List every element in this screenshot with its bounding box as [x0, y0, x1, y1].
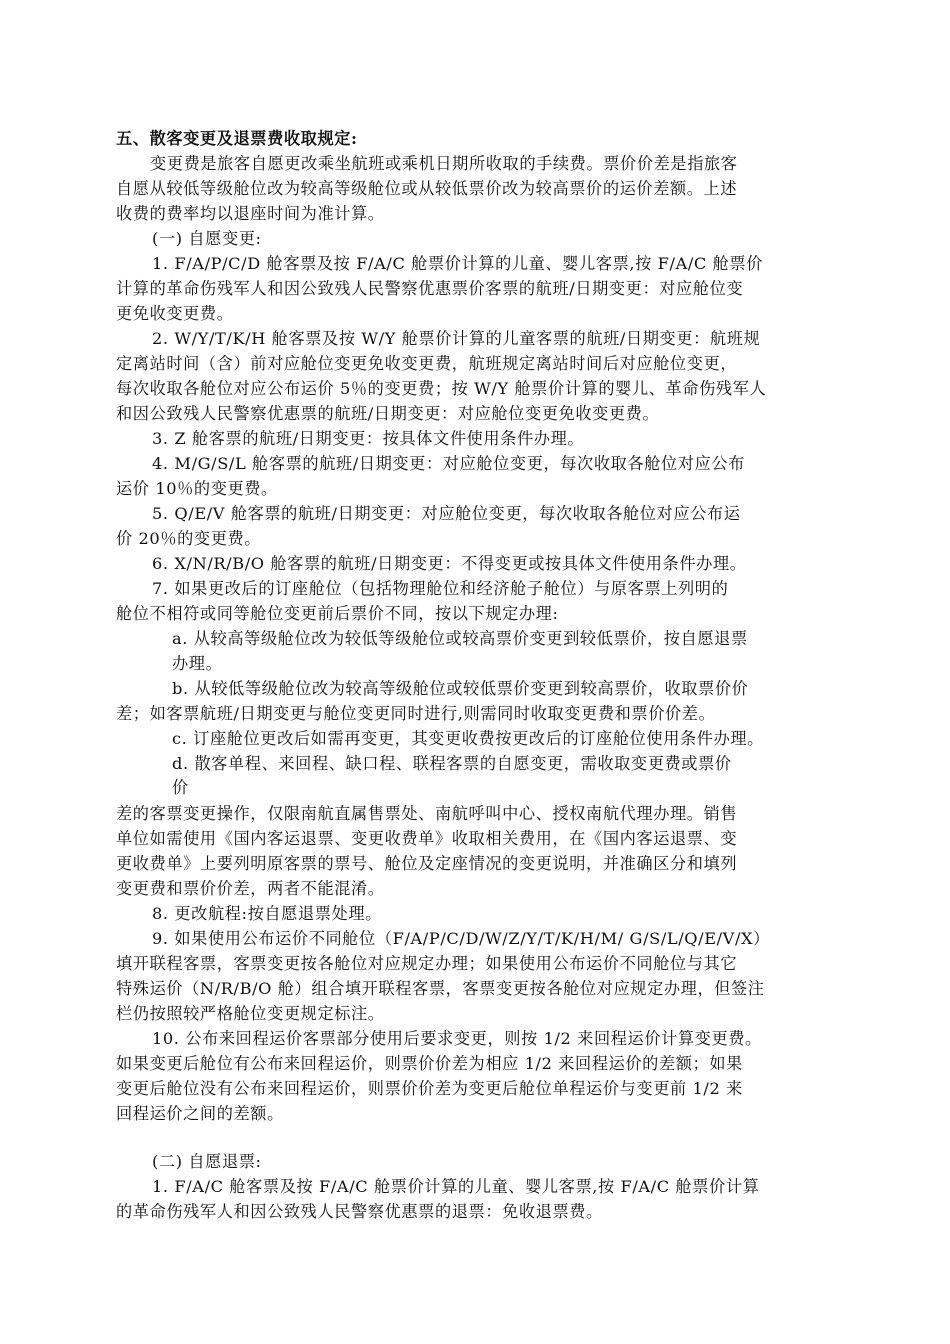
- text-line: 舱位不相符或同等舱位变更前后票价不同，按以下规定办理:: [116, 604, 559, 623]
- list-item: 1. F/A/P/C/D 舱客票及按 F/A/C 舱票价计算的儿童、婴儿客票,按 F/A/C 舱票价: [152, 254, 764, 273]
- list-item: 5. Q/E/V 舱客票的航班/日期变更：对应舱位变更，每次收取各舱位对应公布运: [152, 504, 741, 523]
- list-item: 8. 更改航程:按自愿退票处理。: [152, 904, 382, 923]
- text-line: 计算的革命伤残军人和因公致残人民警察优惠票价客票的航班/日期变更：对应舱位变: [116, 279, 744, 298]
- list-item: 9. 如果使用公布运价不同舱位（F/A/P/C/D/W/Z/Y/T/K/H/M/ G/S/L/Q/E/V/X）: [152, 929, 770, 948]
- text-line: 收费的费率均以退座时间为准计算。: [116, 204, 385, 223]
- sub-item: d. 散客单程、来回程、缺口程、联程客票的自愿变更，需收取变更费或票价: [172, 754, 732, 773]
- sub-item: a. 从较高等级舱位改为较低等级舱位或较高票价变更到较低票价，按自愿退票: [172, 629, 748, 648]
- subsection-heading: (二) 自愿退票:: [152, 1152, 262, 1171]
- text-line: 单位如需使用《国内客运退票、变更收费单》收取相关费用，在《国内客运退票、变: [116, 829, 738, 848]
- list-item: 1. F/A/C 舱客票及按 F/A/C 舱票价计算的儿童、婴儿客票,按 F/A/C 舱票价计算: [152, 1177, 760, 1196]
- section-title: 五、散客变更及退票费收取规定:: [116, 129, 358, 148]
- text-line: 如果变更后舱位有公布来回程运价，则票价价差为相应 1/2 来回程运价的差额；如果: [116, 1054, 743, 1073]
- text-line: 价: [172, 778, 189, 797]
- text-line: 栏仍按照较严格舱位变更规定标注。: [116, 1004, 385, 1023]
- text-line: 变更费是旅客自愿更改乘坐航班或乘机日期所收取的手续费。票价价差是指旅客: [150, 154, 738, 173]
- text-line: 更收费单》上要列明原客票的票号、舱位及定座情况的变更说明，并准确区分和填列: [116, 854, 738, 873]
- list-item: 3. Z 舱客票的航班/日期变更：按具体文件使用条件办理。: [152, 429, 585, 448]
- text-line: 差的客票变更操作，仅限南航直属售票处、南航呼叫中心、授权南航代理办理。销售: [116, 804, 738, 823]
- list-item: 2. W/Y/T/K/H 舱客票及按 W/Y 舱票价计算的儿童客票的航班/日期变更：航班规: [152, 329, 761, 348]
- text-line: 价 20％的变更费。: [116, 529, 262, 548]
- text-line: 定离站时间（含）前对应舱位变更免收变更费，航班规定离站时间后对应舱位变更，: [116, 354, 738, 373]
- text-line: 运价 10％的变更费。: [116, 479, 278, 498]
- sub-item: c. 订座舱位更改后如需再变更，其变更收费按更改后的订座舱位使用条件办理。: [172, 729, 764, 748]
- text-line: 变更后舱位没有公布来回程运价，则票价价差为变更后舱位单程运价与变更前 1/2 来: [116, 1079, 743, 1098]
- text-line: 的革命伤残军人和因公致残人民警察优惠票的退票：免收退票费。: [116, 1202, 603, 1221]
- text-line: 自愿从较低等级舱位改为较高等级舱位或从较低票价改为较高票价的运价差额。上述: [116, 179, 738, 198]
- list-item: 4. M/G/S/L 舱客票的航班/日期变更：对应舱位变更，每次收取各舱位对应公布: [152, 454, 745, 473]
- list-item: 6. X/N/R/B/O 舱客票的航班/日期变更：不得变更或按具体文件使用条件办理。: [152, 554, 747, 573]
- list-item: 7. 如果更改后的订座舱位（包括物理舱位和经济舱子舱位）与原客票上列明的: [152, 579, 729, 598]
- text-line: 回程运价之间的差额。: [116, 1104, 284, 1123]
- list-item: 10. 公布来回程运价客票部分使用后要求变更，则按 1/2 来回程运价计算变更费。: [152, 1029, 762, 1048]
- text-line: 办理。: [172, 654, 223, 673]
- subsection-heading: (一) 自愿变更:: [152, 229, 262, 248]
- sub-item: b. 从较低等级舱位改为较高等级舱位或较低票价变更到较高票价，收取票价价: [172, 679, 749, 698]
- text-line: 填开联程客票，客票变更按各舱位对应规定办理；如果使用公布运价不同舱位与其它: [116, 954, 738, 973]
- text-line: 每次收取各舱位对应公布运价 5％的变更费；按 W/Y 舱票价计算的婴儿、革命伤残军人: [116, 379, 767, 398]
- text-line: 和因公致残人民警察优惠票的航班/日期变更：对应舱位变更免收变更费。: [116, 404, 660, 423]
- text-line: 变更费和票价价差，两者不能混淆。: [116, 879, 385, 898]
- text-line: 差；如客票航班/日期变更与舱位变更同时进行,则需同时收取变更费和票价价差。: [116, 704, 716, 723]
- text-line: 更免收变更费。: [116, 304, 234, 323]
- text-line: 特殊运价（N/R/B/O 舱）组合填开联程客票，客票变更按各舱位对应规定办理，但签注: [116, 979, 765, 998]
